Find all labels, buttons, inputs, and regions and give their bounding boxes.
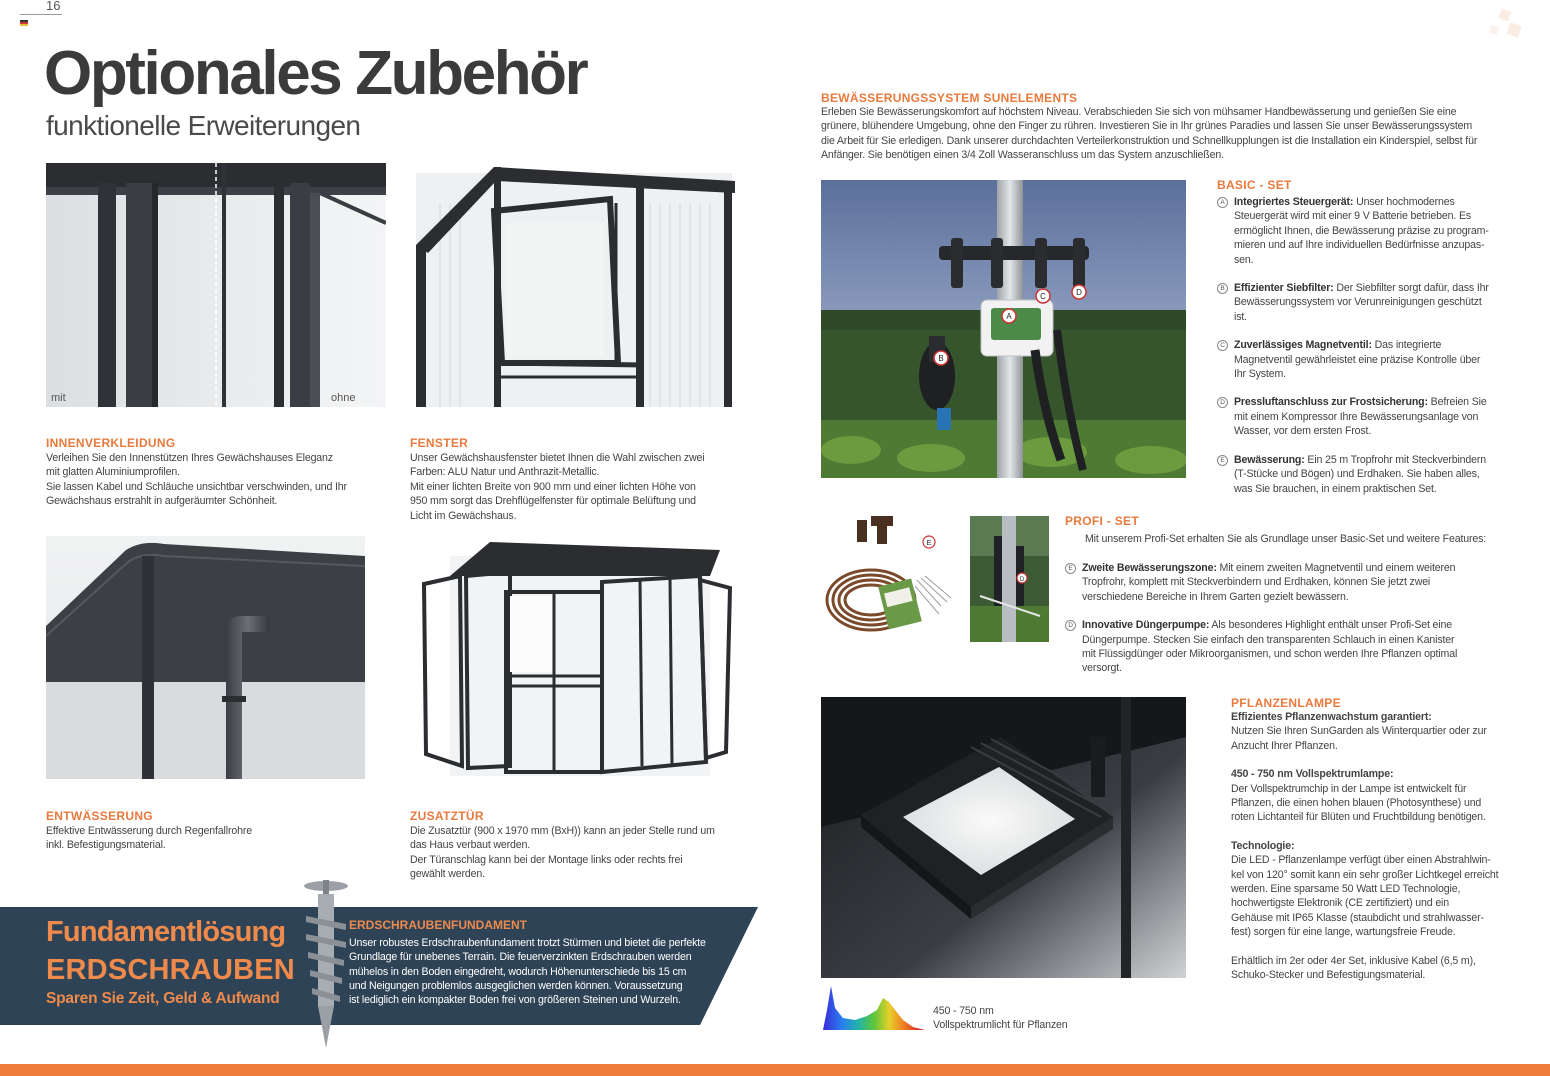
marker-b-icon: B bbox=[1217, 283, 1228, 294]
ground-screw-image bbox=[300, 876, 352, 1052]
zusatztuer-heading: ZUSATZTÜR bbox=[410, 809, 484, 823]
basic-set-list bbox=[1217, 195, 1517, 496]
profi-set-item-d: D Innovative Düngerpumpe: Als besonderes Highlight enthält unser Profi-Set eine Düngerpumpe. Stecken Sie einfach den transparenten Schlauch in einen Kanister mit Flüssigdünger oder Mikroorganismen, und schon werden Ihre Pflanzen optimal versorgt. bbox=[1065, 618, 1505, 676]
marker-c-icon: C bbox=[1217, 340, 1228, 351]
pflanzenlampe-heading: PFLANZENLAMPE bbox=[1231, 696, 1341, 710]
spectrum-graph-icon bbox=[821, 980, 927, 1032]
profi-marker-d-icon: D bbox=[1065, 620, 1076, 631]
fundament-heading: ERDSCHRAUBENFUNDAMENT bbox=[349, 918, 527, 932]
basic-set-item-a: A Integriertes Steuergerät: Unser hochmodernes Steuergerät wird mit einer 9 V Batterie betrieben. Es ermöglicht Ihnen, die Bewässerung präzise zu program- mieren und auf Ihre individuellen Bedürfnisse anzupas- sen. bbox=[1217, 195, 1517, 267]
fenster-heading: FENSTER bbox=[410, 436, 469, 450]
basic-set-item-b: B Effizienter Siebfilter: Der Siebfilter sorgt dafür, dass Ihr Bewässerungssystem vor Verunreinigungen geschützt ist. bbox=[1217, 281, 1517, 324]
photo-label-ohne: ohne bbox=[331, 392, 356, 404]
marker-a-icon: A bbox=[1217, 197, 1228, 208]
entwaesserung-heading: ENTWÄSSERUNG bbox=[46, 809, 153, 823]
page-title: Optionales Zubehör bbox=[44, 39, 587, 108]
flag-icon bbox=[20, 20, 28, 26]
profi-marker-e-icon: E bbox=[1065, 563, 1076, 574]
page-number: 16 bbox=[46, 0, 61, 13]
innenverkleidung-text: Verleihen Sie den Innenstützen Ihres Gewächshauses Eleganz mit glatten Aluminiumprofilen. Sie lassen Kabel und Schläuche unsichtbar verschwinden, und Ihr Gewächshaus erstrahlt in aufgeräumter Schönheit. bbox=[46, 452, 347, 508]
bewaesserung-photo bbox=[821, 180, 1186, 478]
footer-bar bbox=[0, 1064, 1550, 1076]
photo-marker-a: A bbox=[1006, 312, 1012, 321]
fenster-photo bbox=[410, 163, 735, 407]
profi-set-item-e: E Zweite Bewässerungszone: Mit einem zweiten Magnetventil und einem weiteren Tropfrohr, komplett mit Steckverbindern und Erdhaken, können Sie jetzt zwei verschiedene Bereiche in Ihrem Garten gezielt bewässern. bbox=[1065, 561, 1505, 604]
marker-d-icon: D bbox=[1217, 397, 1228, 408]
basic-set-item-c: C Zuverlässiges Magnetventil: Das integrierte Magnetventil gewährleistet eine präzise Kontrolle über Ihr System. bbox=[1217, 338, 1517, 381]
bewaesserung-text: Erleben Sie Bewässerungskomfort auf höchstem Niveau. Verabschieden Sie sich von mühsamer Handbewässerung und genießen Sie eine grünere, blühendere Umgebung, ohne den Finger zu rühren. Investieren Sie in Ihr grünes Paradies und lassen Sie unser Bewässerungssystem die Arbeit für Sie erledigen. Dank unserer durchdachten Verteilerkonstruktion und Schnellkupplungen ist die Installation ein Kinderspiel, selbst für Anfänger. Sie benötigen einen 3/4 Zoll Wasseranschluss um das System anzuschließen. bbox=[821, 106, 1478, 162]
marker-e-icon: E bbox=[1217, 455, 1228, 466]
basic-set-heading: BASIC - SET bbox=[1217, 178, 1292, 192]
profi-set-intro: Mit unserem Profi-Set erhalten Sie als Grundlage unser Basic-Set und weitere Features: bbox=[1085, 533, 1487, 545]
innenverkleidung-photo bbox=[46, 163, 386, 407]
profi-set-installed-photo bbox=[970, 516, 1049, 642]
entwaesserung-text: Effektive Entwässerung durch Regenfallrohre inkl. Befestigungsmaterial. bbox=[46, 825, 252, 852]
pflanzenlampe-text: Effizientes Pflanzenwachstum garantiert: Nutzen Sie Ihren SunGarden als Winterquartier oder zur Anzucht Ihrer Pflanzen. 450 - 750 nm Vollspektrumlampe: Der Vollspektrumchip in der Lampe ist entwickelt für Pflanzen, die einen hohen blauen (Photosynthese) und roten Lichtanteil für Blüten und Fruchtbildung benötigen. Technologie: Die LED - Pflanzenlampe verfügt über einen Abstrahlwin- kel von 120° somit kann ein sehr großer Lichtkegel erreicht werden. Eine sparsame 50 Watt LED Technologie, hochwertigste Elektronik (CE zertifiziert) und ein Gehäuse mit IP65 Klasse (staubdicht und strahlwasser- fest) sorgen für eine lange, wartungsfreie Freude. Erhältlich im 2er oder 4er Set, inklusive Kabel (6,5 m), Schuko-Stecker und Befestigungsmaterial. bbox=[1231, 711, 1499, 982]
bewaesserung-heading: BEWÄSSERUNGSSYSTEM SUNELEMENTS bbox=[821, 91, 1078, 105]
photo-label-mit: mit bbox=[51, 392, 66, 404]
lamp-block-3-title: Technologie: bbox=[1231, 839, 1295, 852]
photo-marker-d: D bbox=[1076, 288, 1082, 297]
basic-set-item-e: E Bewässerung: Ein 25 m Tropfrohr mit Steckverbindern (T-Stücke und Bögen) und Erdhaken. Sie haben alles, was Sie brauchen, in einem praktischen Set. bbox=[1217, 453, 1517, 496]
photo-marker-e: E bbox=[926, 540, 932, 547]
photo-marker-b: B bbox=[938, 354, 944, 363]
basic-set-item-d: D Pressluftanschluss zur Frostsicherung: Befreien Sie mit einem Kompressor Ihre Bewässerungsanlage von Wasser, vor dem ersten Frost. bbox=[1217, 395, 1517, 438]
fundament-title: Fundamentlösung bbox=[46, 916, 286, 948]
lamp-block-2-title: 450 - 750 nm Vollspektrumlampe: bbox=[1231, 768, 1394, 781]
profi-set-product-photo bbox=[821, 510, 961, 642]
entwaesserung-photo bbox=[46, 536, 365, 779]
spectrum-caption: 450 - 750 nm Vollspektrumlicht für Pflanzen bbox=[933, 1005, 1068, 1032]
fenster-text: Unser Gewächshausfenster bietet Ihnen die Wahl zwischen zwei Farben: ALU Natur und Anthrazit-Metallic. Mit einer lichten Breite von 900 mm und einer lichten Höhe von 950 mm sorgt das Drehflügelfenster für optimale Belüftung und Licht im Gewächshaus. bbox=[410, 452, 705, 522]
fundament-title-2: ERDSCHRAUBEN bbox=[46, 954, 295, 986]
photo-marker-c: C bbox=[1040, 292, 1046, 301]
innenverkleidung-heading: INNENVERKLEIDUNG bbox=[46, 436, 176, 450]
profi-set-heading: PROFI - SET bbox=[1065, 514, 1139, 528]
photo-marker-d-2: D bbox=[1019, 577, 1025, 583]
page-number-rule bbox=[20, 14, 62, 15]
page-subtitle: funktionelle Erweiterungen bbox=[46, 110, 361, 141]
pflanzenlampe-photo bbox=[821, 697, 1186, 978]
profi-set-list bbox=[1065, 561, 1505, 676]
fundament-text: Unser robustes Erdschraubenfundament trotzt Stürmen und bietet die perfekte Grundlage für unebenes Terrain. Die feuerverzinkten Erdschrauben werden mühelos in den Boden eingedreht, wodurch Höhenunterschiede bis 15 cm und Neigungen problemlos ausgeglichen werden können. Voraussetzung ist lediglich ein kompakter Boden frei von größeren Steinen und Wurzeln. bbox=[349, 937, 706, 1007]
lamp-block-1-title: Effizientes Pflanzenwachstum garantiert: bbox=[1231, 711, 1432, 723]
zusatztuer-text: Die Zusatztür (900 x 1970 mm (BxH)) kann an jeder Stelle rund um das Haus verbaut werden. Der Türanschlag kann bei der Montage links oder rechts frei gewählt werden. bbox=[410, 825, 715, 881]
zusatztuer-photo bbox=[410, 536, 735, 779]
corner-decoration bbox=[1486, 4, 1526, 44]
fundament-tagline: Sparen Sie Zeit, Geld & Aufwand bbox=[46, 990, 280, 1007]
